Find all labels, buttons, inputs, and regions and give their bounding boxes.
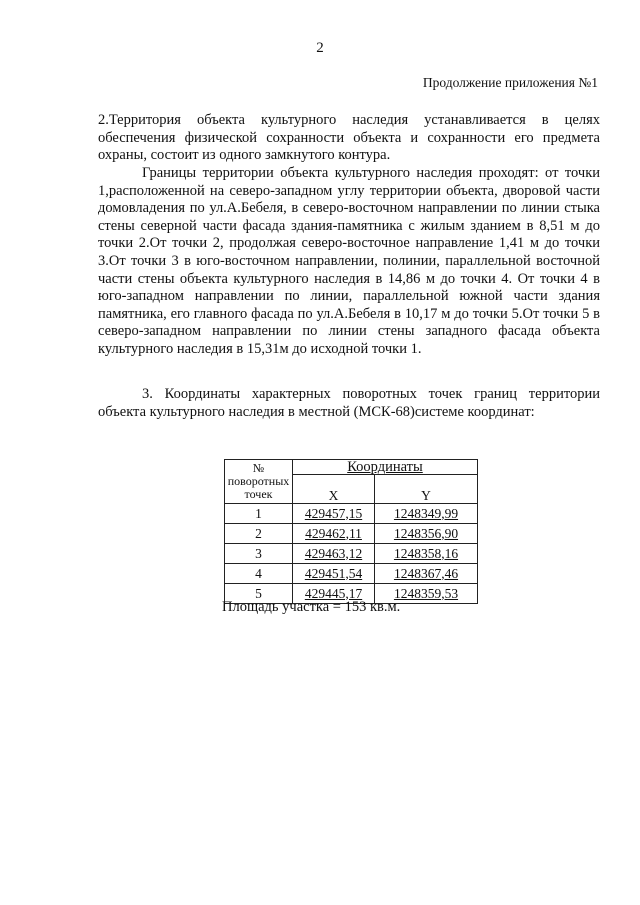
header-num-symbol: №	[252, 461, 265, 475]
cell-point-number: 3	[225, 544, 293, 564]
header-coordinates	[293, 460, 478, 475]
header-coordinates-label: Координаты	[347, 459, 423, 475]
cell-y-value: 1248349,99	[393, 505, 459, 521]
cell-y-value: 1248367,46	[393, 565, 459, 581]
coordinates-table	[224, 459, 478, 604]
cell-y	[375, 544, 478, 564]
cell-point-number: 5	[225, 584, 293, 604]
table-row	[225, 504, 478, 524]
table-row	[225, 544, 478, 564]
paragraph-coordinates-intro	[98, 386, 600, 421]
plot-area-note: Площадь участка = 153 кв.м.	[222, 599, 401, 615]
cell-y	[375, 504, 478, 524]
header-point-number	[225, 460, 293, 504]
cell-y-value: 1248356,90	[393, 525, 459, 541]
cell-x	[293, 504, 375, 524]
paragraph-text: 2.Территория объекта культурного наследия устанавливается в целях обеспечения физической сохранности объекта и сохранности его предмета охраны, состоит из одного замкнутого контура.	[98, 112, 600, 164]
appendix-continuation-note: Продолжение приложения №1	[422, 75, 598, 90]
cell-x-value: 429462,11	[305, 525, 362, 541]
cell-x	[293, 564, 375, 584]
cell-x-value: 429457,15	[304, 505, 363, 521]
cell-y-value: 1248358,16	[393, 545, 459, 561]
cell-y-value: 1248359,53	[393, 585, 459, 601]
header-x: X	[293, 475, 375, 504]
cell-y	[375, 524, 478, 544]
cell-x	[293, 544, 375, 564]
cell-x-value: 429445,17	[304, 585, 363, 601]
cell-y	[375, 564, 478, 584]
paragraph-territory	[98, 112, 600, 165]
table-row	[225, 564, 478, 584]
cell-point-number: 4	[225, 564, 293, 584]
cell-x-value: 429451,54	[304, 565, 363, 581]
header-num-word2: точек	[244, 487, 273, 501]
cell-point-number: 2	[225, 524, 293, 544]
cell-point-number: 1	[225, 504, 293, 524]
paragraph-text: Границы территории объекта культурного наследия проходят: от точки 1,расположенной на северо-западном углу территории объекта, дворовой части домовладения по ул.А.Бебеля, в северо-восточном направлении по линии стыка стены северной части фасада здания-памятника с жилым зданием в 8,51 м до точки 2.От точки 2, продолжая северо-восточное направление 1,41 м до точки 3.От точки 3 в юго-восточном направлении, полинии, параллельной восточной части стены объекта культурного наследия в 14,86 м до точки 4. От точки 4 в юго-западном направлении по линии, параллельной южной части здания памятника, его главного фасада по ул.А.Бебеля в 10,17 м до точки 5.От точки 5 в северо-западном направлении по линии стены западного фасада объекта культурного наследия в 15,31м до исходной точки 1.	[98, 165, 600, 357]
header-num-word1: поворотных	[227, 474, 290, 488]
table-row	[225, 524, 478, 544]
page-number: 2	[316, 40, 324, 56]
paragraph-boundaries	[98, 165, 600, 359]
cell-x-value: 429463,12	[304, 545, 363, 561]
header-y: Y	[375, 475, 478, 504]
table-header-row	[225, 460, 478, 475]
paragraph-text: 3. Координаты характерных поворотных точек границ территории объекта культурного наследия в местной (МСК-68)системе координат:	[98, 386, 600, 420]
cell-x	[293, 524, 375, 544]
